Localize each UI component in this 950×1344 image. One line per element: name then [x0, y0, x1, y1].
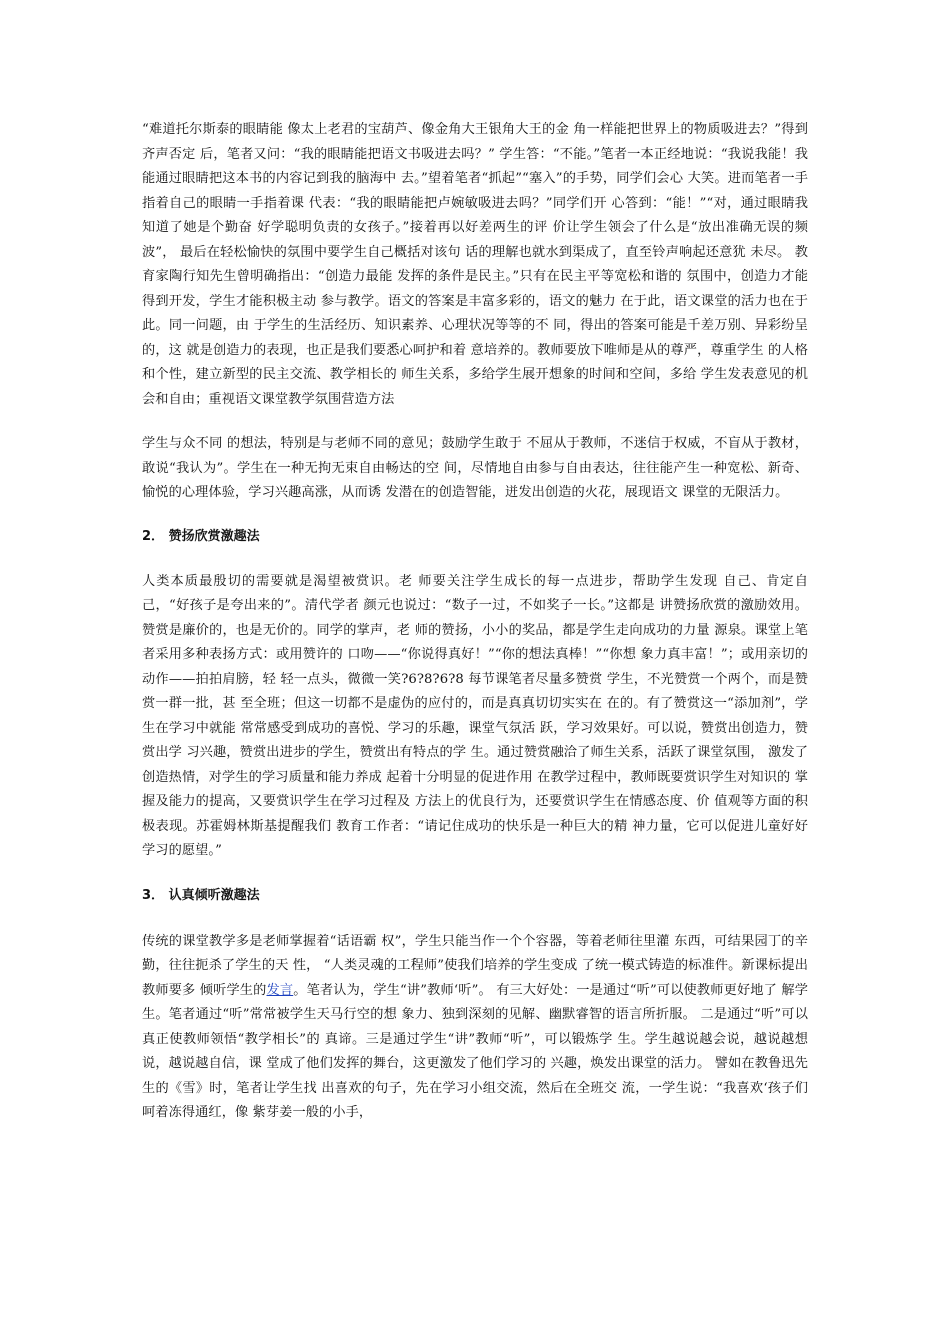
speech-link[interactable]: 发言: [266, 982, 294, 998]
listening-text-start: 传统的课堂教学多是老师掌握着“话语霸 权”，学生只能当作一个个容器，等着老师往里灌 东西，可结果园丁的辛勤，往往扼杀了学生的天 性， “人类灵魂的工程师”使我们培养的学生变成 了统一模式铸造的标准件。新课标提出教师要多 倾听学生的: [142, 933, 808, 998]
paragraph-creativity-democracy: “难道托尔斯泰的眼睛能 像太上老君的宝葫芦、像金角大王银角大王的金 角一样能把世界上的物质吸进去？”得到齐声否定 后，笔者又问：“我的眼睛能把语文书吸进去吗？” 学生答：“不能。”笔者一本正经地说：“我说我能！我能通过眼睛把这本书的内容记到我的脑海中 去。”望着笔者“抓起”“塞入”的手势，同学们会心 大笑。进而笔者一手指着自己的眼睛一手指着课 代表：“我的眼睛能把卢婉敏吸进去吗？”同学们开 心答到：“能！”“对，通过眼睛我知道了她是个勤奋 好学聪明负责的女孩子。”接着再以好差两生的评 价让学生领会了什么是“放出准确无误的频波”， 最后在轻松愉快的氛围中要学生自己概括对该句 话的理解也就水到渠成了，直至铃声响起还意犹 未尽。 教育家陶行知先生曾明确指出：“创造力最能 发挥的条件是民主。”只有在民主平等宽松和谐的 氛围中，创造力才能得到开发，学生才能积极主动 参与教学。语文的答案是丰富多彩的，语文的魅力 在于此，语文课堂的活力也在于此。同一问题，由 于学生的生活经历、知识素养、心理状况等等的不 同，得出的答案可能是千差万别、异彩纷呈的，这 就是创造力的表现，也正是我们要悉心呵护和着 意培养的。教师要放下唯师是从的尊严，尊重学生 的人格和个性，建立新型的民主交流、教学相长的 师生关系，多给学生展开想象的时间和空间，多给 学生发表意见的机会和自由；重视语文课堂教学氛围营造方法: [142, 122, 808, 407]
paragraph-praise-method: 人类本质最殷切的需要就是渴望被赏识。老 师要关注学生成长的每一点进步，帮助学生发现 自己、肯定自己，“好孩子是夸出来的”。清代学者 颜元也说过：“数子一过，不如奖子一长。”这都是 讲赞扬欣赏的激励效用。 赞赏是廉价的，也是无价的。同学的掌声，老 师的赞扬，小小的奖品，都是学生走向成功的力量 源泉。课堂上笔者采用多种表扬方式：或用赞许的 口吻——“你说得真好！”“你的想法真棒！”“你想 象力真丰富！”；或用亲切的动作——拍拍肩膀，轻 轻一点头，微微一笑?6?8?6?8 每节课笔者尽量多赞赏 学生，不光赞赏一个两个，而是赞赏一群一批，甚 至全班；但这一切都不是虚伪的应付的，而是真真切切实实在 在的。有了赞赏这一“添加剂”，学生在学习中就能 常常感受到成功的喜悦、学习的乐趣，课堂气氛活 跃，学习效果好。可以说，赞赏出创造力，赞赏出学 习兴趣，赞赏出进步的学生，赞赏出有特点的学 生。通过赞赏融洽了师生关系，活跃了课堂氛围， 激发了创造热情，对学生的学习质量和能力养成 起着十分明显的促进作用 在教学过程中，教师既要赏识学生对知识的 掌握及能力的提高，又要赏识学生在学习过程及 方法上的优良行为，还要赏识学生在情感态度、价 值观等方面的积极表现。苏霍姆林斯基提醒我们 教育工作者：“请记住成功的快乐是一种巨大的精 神力量，它可以促进儿童好好学习的愿望。”: [142, 573, 808, 858]
section-heading-listening: 3． 认真倾听激趣法: [142, 887, 260, 903]
paragraph-student-ideas: 学生与众不同 的想法，特别是与老师不同的意见；鼓励学生敢于 不屈从于教师，不迷信于权威，不盲从于教材，敢说“我认为”。学生在一种无拘无束自由畅达的空 间，尽情地自由参与自由表达，往往能产生一种宽松、新奇、愉悦的心理体验，学习兴趣高涨，从而诱 发潜在的创造智能，迸发出创造的火花，展现语文 课堂的无限活力。: [142, 436, 808, 500]
listening-text-rest: 。笔者认为，学生“讲”教师‘听”。 有三大好处：一是通过“听”可以使教师更好地了 解学生。笔者通过“听”常常被学生天马行空的想 象力、独到深刻的见解、幽默睿智的语言所折服。 二是通过“听”可以真正使教师领悟“教学相长”的 真谛。三是通过学生“讲”教师“听”，可以锻炼学 生。学生越说越会说，越说越想说，越说越自信，课 堂成了他们发挥的舞台，这更激发了他们学习的 兴趣，焕发出课堂的活力。 譬如在教鲁迅先生的《雪》时，笔者让学生找 出喜欢的句子，先在学习小组交流，然后在全班交 流，一学生说：“我喜欢‘孩子们呵着冻得通红，像 紫芽姜一般的小手，: [142, 982, 808, 1120]
paragraph-listening-method: [142, 930, 808, 1126]
section-heading-praise: 2． 赞扬欣赏激趣法: [142, 528, 260, 544]
